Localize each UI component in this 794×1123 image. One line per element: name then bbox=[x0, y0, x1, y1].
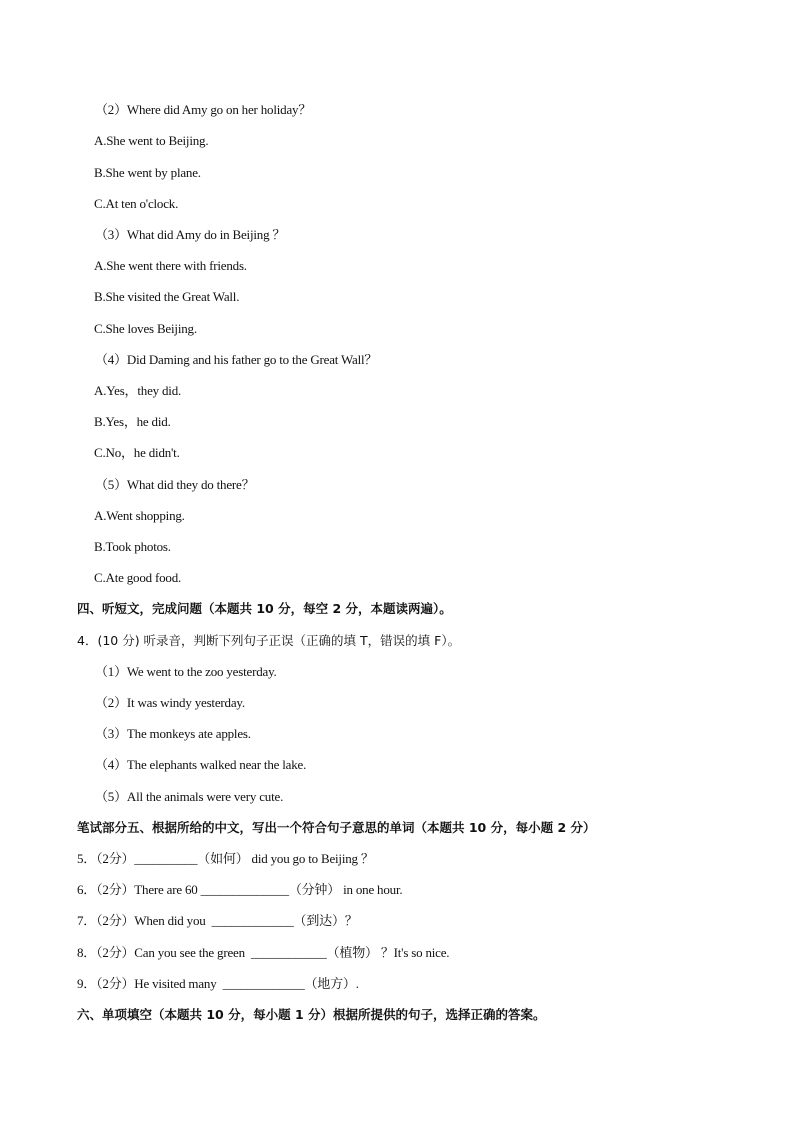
question-4-item: （1）We went to the zoo yesterday. bbox=[95, 664, 277, 679]
q3-sub3-option-c: C.She loves Beijing. bbox=[94, 321, 197, 336]
section-5-heading: 笔试部分五、根据所给的中文，写出一个符合句子意思的单词（本题共 10 分，每小题 2 分） bbox=[77, 820, 596, 835]
question-4-item: （5）All the animals were very cute. bbox=[95, 789, 284, 804]
question-8: 8．（2分）Can you see the green ____________（植物） ？It's so nice. bbox=[77, 945, 450, 960]
question-4-stem: 4．(10 分) 听录音，判断下列句子正误（正确的填 T，错误的填 F）。 bbox=[77, 633, 461, 648]
q3-sub3-option-b: B.She visited the Great Wall. bbox=[94, 289, 240, 304]
question-9: 9．（2分）He visited many _____________（地方）. bbox=[77, 976, 359, 991]
question-4-item: （2）It was windy yesterday. bbox=[95, 695, 245, 710]
q3-sub5-option-c: C.Ate good food. bbox=[94, 570, 182, 585]
q3-sub4-option-b: B.Yes，he did. bbox=[94, 414, 171, 429]
question-4-item: （4）The elephants walked near the lake. bbox=[95, 757, 307, 772]
q3-sub2-option-c: C.At ten o'clock. bbox=[94, 196, 179, 211]
question-5: 5．（2分）__________（如何） did you go to Beijing ？ bbox=[77, 851, 374, 866]
section-6-heading: 六、单项填空（本题共 10 分，每小题 1 分）根据所提供的句子，选择正确的答案。 bbox=[77, 1007, 546, 1022]
q3-sub4-question: （4）Did Daming and his father go to the Great Wall？ bbox=[95, 352, 378, 367]
section-4-heading: 四、听短文，完成问题（本题共 10 分，每空 2 分，本题读两遍）。 bbox=[77, 601, 452, 616]
q3-sub2-option-b: B.She went by plane. bbox=[94, 165, 201, 180]
q3-sub4-option-c: C.No，he didn't. bbox=[94, 445, 180, 460]
question-6: 6．（2分）There are 60 ______________（分钟） in one hour. bbox=[77, 882, 403, 897]
q3-sub5-option-a: A.Went shopping. bbox=[94, 508, 185, 523]
q3-sub3-option-a: A.She went there with friends. bbox=[94, 258, 247, 273]
q3-sub3-question: （3）What did Amy do in Beijing ？ bbox=[95, 227, 286, 242]
question-4-item: （3）The monkeys ate apples. bbox=[95, 726, 251, 741]
q3-sub5-question: （5）What did they do there？ bbox=[95, 477, 255, 492]
q3-sub2-question: （2）Where did Amy go on her holiday？ bbox=[95, 102, 312, 117]
q3-sub4-option-a: A.Yes，they did. bbox=[94, 383, 182, 398]
question-7: 7．（2分）When did you _____________（到达）？ bbox=[77, 913, 358, 928]
q3-sub2-option-a: A.She went to Beijing. bbox=[94, 133, 209, 148]
q3-sub5-option-b: B.Took photos. bbox=[94, 539, 171, 554]
